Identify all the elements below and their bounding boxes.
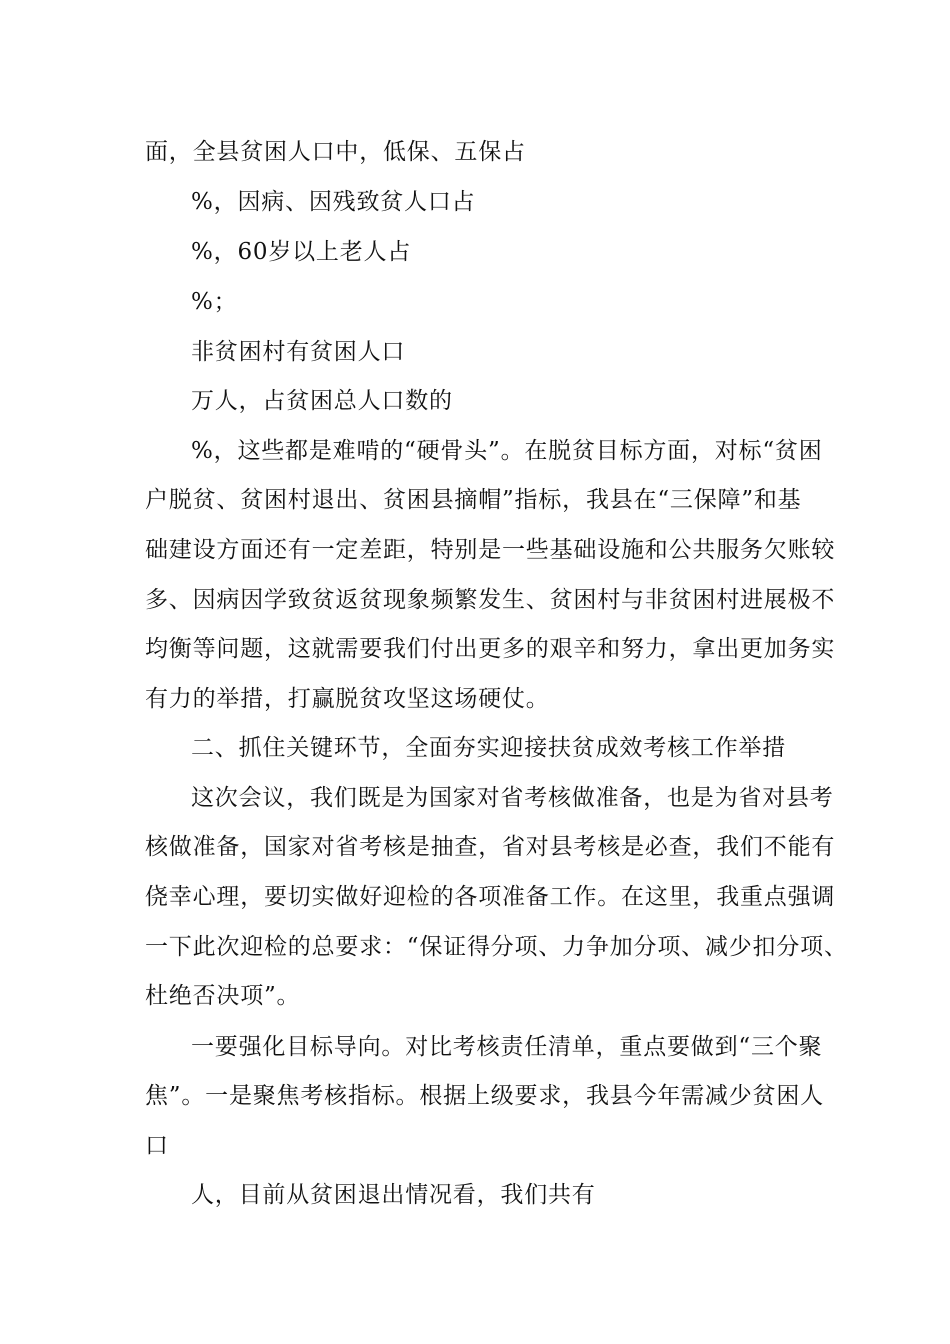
text-line: %，因病、因残致贫人口占 — [191, 189, 476, 215]
text-line: %，这些都是难啃的“硬骨头”。在脱贫目标方面，对标“贫困 — [191, 438, 823, 464]
text-line: 多、因病因学致贫返贫现象频繁发生、贫困村与非贫困村进展极不 — [145, 587, 836, 613]
text-line: 这次会议，我们既是为国家对省考核做准备，也是为省对县考 — [191, 785, 834, 811]
text-line: 一要强化目标导向。对比考核责任清单，重点要做到“三个聚 — [191, 1034, 823, 1060]
text-line: 核做准备，国家对省考核是抽查，省对县考核是必查，我们不能有 — [145, 834, 836, 860]
section-heading: 二、抓住关键环节，全面夯实迎接扶贫成效考核工作举措 — [191, 735, 786, 761]
text-line: %； — [191, 289, 238, 315]
text-line: 户脱贫、贫困村退出、贫困县摘帽”指标，我县在“三保障”和基 — [145, 487, 802, 513]
text-line: 侥幸心理，要切实做好迎检的各项准备工作。在这里，我重点强调 — [145, 884, 836, 910]
text-line: %，60岁以上老人占 — [191, 239, 412, 265]
text-line: 面，全县贫困人口中，低保、五保占 — [145, 139, 526, 165]
text-line: 杜绝否决项”。 — [145, 983, 301, 1009]
text-line: 非贫困村有贫困人口 — [191, 339, 406, 365]
text-line: 焦”。一是聚焦考核指标。根据上级要求，我县今年需减少贫困人 — [145, 1083, 824, 1109]
text-line: 均衡等问题，这就需要我们付出更多的艰辛和努力，拿出更加务实 — [145, 636, 836, 662]
text-line: 人，目前从贫困退出情况看，我们共有 — [191, 1182, 596, 1208]
text-line: 万人，占贫困总人口数的 — [191, 388, 453, 414]
text-line: 口 — [145, 1133, 169, 1159]
text-line: 础建设方面还有一定差距，特别是一些基础设施和公共服务欠账较 — [145, 537, 836, 563]
text-line: 一下此次迎检的总要求：“保证得分项、力争加分项、减少扣分项、 — [145, 934, 848, 960]
text-line: 有力的举措，打赢脱贫攻坚这场硬仗。 — [145, 686, 550, 712]
